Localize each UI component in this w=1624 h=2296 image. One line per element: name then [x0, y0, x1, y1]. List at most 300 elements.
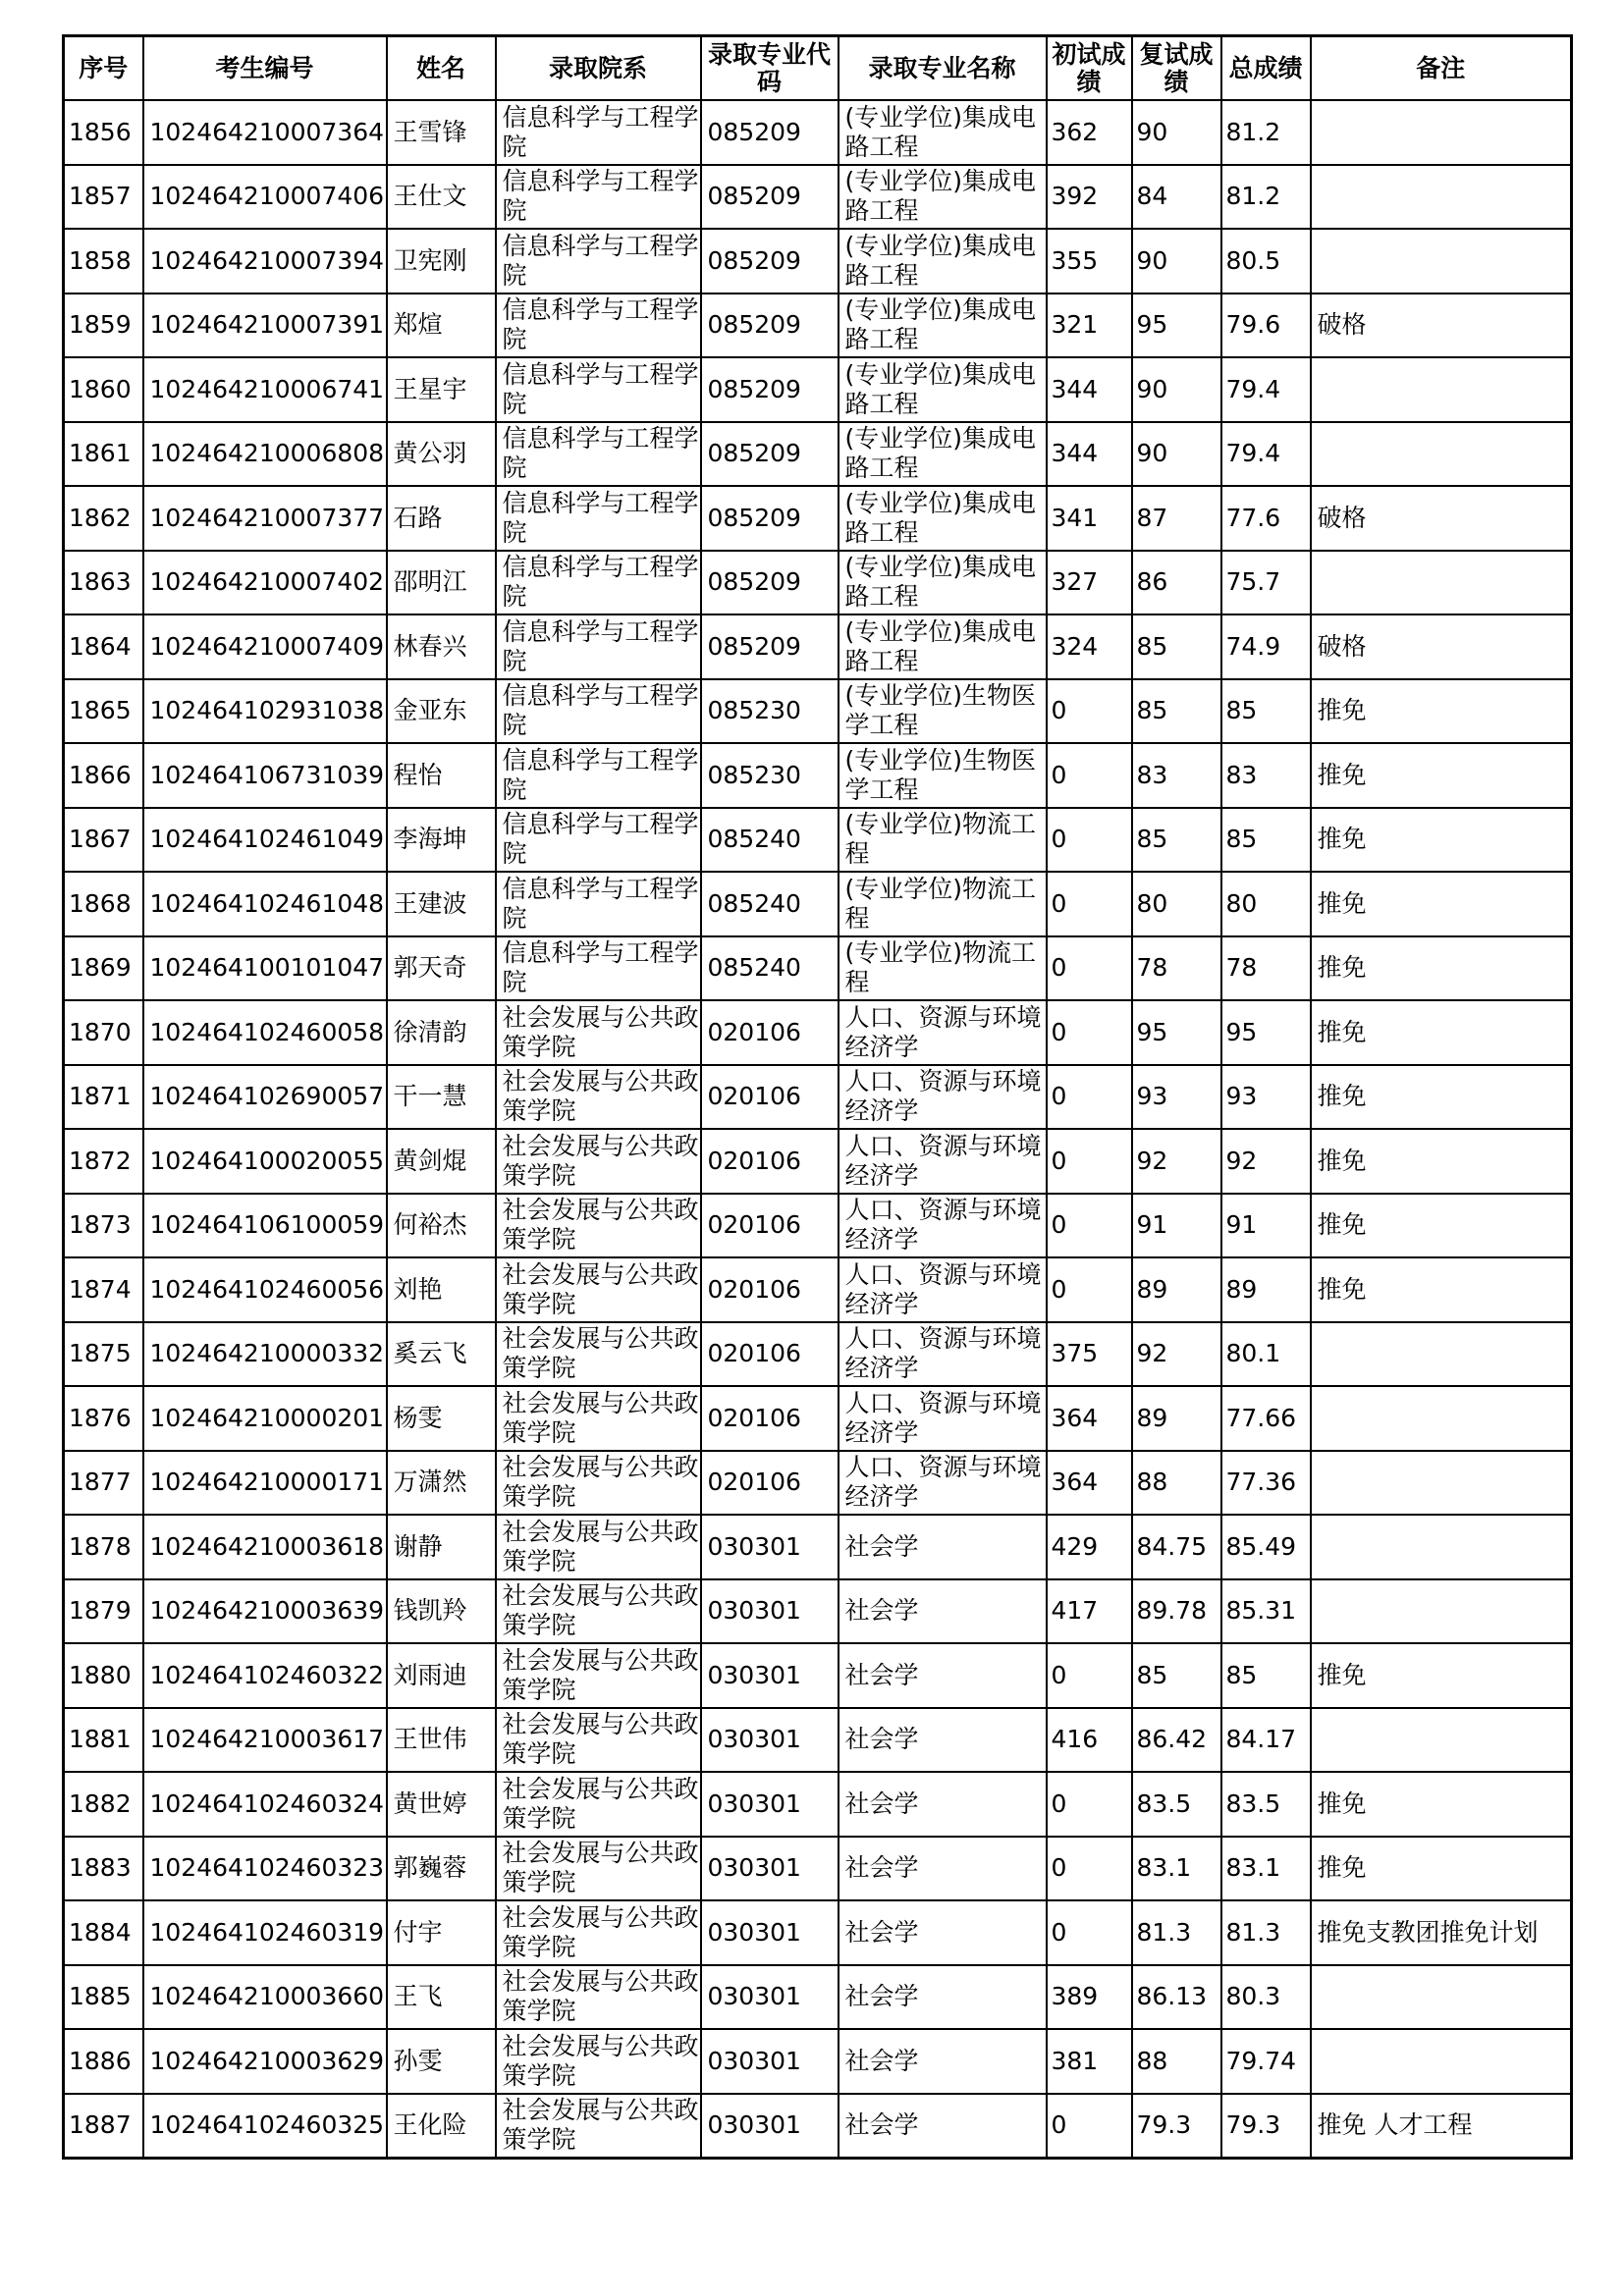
name-cell: 王仕文	[387, 165, 496, 230]
major-code-cell: 020106	[701, 1129, 839, 1194]
major-code-cell: 030301	[701, 1579, 839, 1644]
department-cell: 信息科学与工程学院	[496, 614, 701, 679]
candidate-id-cell: 102464102460322	[143, 1643, 387, 1708]
remarks-cell	[1311, 229, 1572, 294]
major-name-cell: (专业学位)集成电路工程	[839, 551, 1047, 615]
name-cell: 黄世婷	[387, 1772, 496, 1837]
total-score-cell: 85	[1221, 679, 1311, 744]
major-name-cell: (专业学位)集成电路工程	[839, 422, 1047, 487]
initial-score-cell: 429	[1047, 1515, 1132, 1579]
initial-score-cell: 0	[1047, 1065, 1132, 1130]
major-code-cell: 030301	[701, 1965, 839, 2030]
retest-score-cell: 89.78	[1132, 1579, 1221, 1644]
major-name-cell: 社会学	[839, 1643, 1047, 1708]
name-cell: 程怡	[387, 743, 496, 808]
major-code-cell: 020106	[701, 1322, 839, 1387]
major-name-cell: 人口、资源与环境经济学	[839, 1257, 1047, 1322]
seq-cell: 1858	[64, 229, 143, 294]
major-name-cell: 社会学	[839, 1837, 1047, 1901]
major-code-cell: 030301	[701, 1772, 839, 1837]
major-code-cell: 030301	[701, 1515, 839, 1579]
initial-score-cell: 327	[1047, 551, 1132, 615]
total-score-cell: 85	[1221, 808, 1311, 873]
major-code-cell: 020106	[701, 1065, 839, 1130]
remarks-cell: 推免	[1311, 1000, 1572, 1065]
total-score-cell: 81.3	[1221, 1900, 1311, 1965]
retest-score-cell: 86.13	[1132, 1965, 1221, 2030]
remarks-cell: 推免	[1311, 1257, 1572, 1322]
remarks-cell	[1311, 1451, 1572, 1516]
major-name-cell: 社会学	[839, 1515, 1047, 1579]
col-header-total-score: 总成绩	[1221, 36, 1311, 101]
name-cell: 邵明江	[387, 551, 496, 615]
name-cell: 奚云飞	[387, 1322, 496, 1387]
candidate-id-cell: 102464210000171	[143, 1451, 387, 1516]
major-name-cell: (专业学位)集成电路工程	[839, 229, 1047, 294]
major-code-cell: 085209	[701, 100, 839, 165]
seq-cell: 1857	[64, 165, 143, 230]
candidate-id-cell: 102464102460056	[143, 1257, 387, 1322]
name-cell: 黄公羽	[387, 422, 496, 487]
retest-score-cell: 78	[1132, 936, 1221, 1001]
table-row	[64, 614, 1572, 679]
initial-score-cell: 321	[1047, 294, 1132, 358]
total-score-cell: 85.31	[1221, 1579, 1311, 1644]
retest-score-cell: 83.1	[1132, 1837, 1221, 1901]
remarks-cell: 推免	[1311, 1065, 1572, 1130]
department-cell: 社会发展与公共政策学院	[496, 1643, 701, 1708]
initial-score-cell: 0	[1047, 1000, 1132, 1065]
seq-cell: 1869	[64, 936, 143, 1001]
retest-score-cell: 95	[1132, 1000, 1221, 1065]
total-score-cell: 83.5	[1221, 1772, 1311, 1837]
total-score-cell: 93	[1221, 1065, 1311, 1130]
retest-score-cell: 93	[1132, 1065, 1221, 1130]
initial-score-cell: 344	[1047, 422, 1132, 487]
remarks-cell	[1311, 422, 1572, 487]
seq-cell: 1866	[64, 743, 143, 808]
major-name-cell: 人口、资源与环境经济学	[839, 1322, 1047, 1387]
total-score-cell: 79.4	[1221, 422, 1311, 487]
major-code-cell: 030301	[701, 1900, 839, 1965]
remarks-cell: 推免支教团推免计划	[1311, 1900, 1572, 1965]
department-cell: 信息科学与工程学院	[496, 229, 701, 294]
total-score-cell: 80.5	[1221, 229, 1311, 294]
candidate-id-cell: 102464210006741	[143, 357, 387, 422]
table-row	[64, 1579, 1572, 1644]
table-row	[64, 422, 1572, 487]
remarks-cell: 推免	[1311, 1837, 1572, 1901]
remarks-cell	[1311, 165, 1572, 230]
candidate-id-cell: 102464210003639	[143, 1579, 387, 1644]
major-code-cell: 085209	[701, 422, 839, 487]
seq-cell: 1871	[64, 1065, 143, 1130]
total-score-cell: 85.49	[1221, 1515, 1311, 1579]
retest-score-cell: 90	[1132, 229, 1221, 294]
col-header-initial-score: 初试成绩	[1047, 36, 1132, 101]
department-cell: 社会发展与公共政策学院	[496, 1708, 701, 1773]
major-code-cell: 085240	[701, 936, 839, 1001]
department-cell: 社会发展与公共政策学院	[496, 1772, 701, 1837]
retest-score-cell: 90	[1132, 357, 1221, 422]
major-name-cell: 社会学	[839, 1900, 1047, 1965]
total-score-cell: 80.3	[1221, 1965, 1311, 2030]
department-cell: 社会发展与公共政策学院	[496, 1900, 701, 1965]
major-name-cell: 社会学	[839, 1965, 1047, 2030]
seq-cell: 1861	[64, 422, 143, 487]
retest-score-cell: 79.3	[1132, 2094, 1221, 2159]
major-name-cell: (专业学位)集成电路工程	[839, 165, 1047, 230]
major-name-cell: (专业学位)集成电路工程	[839, 294, 1047, 358]
retest-score-cell: 89	[1132, 1257, 1221, 1322]
remarks-cell: 推免	[1311, 743, 1572, 808]
major-name-cell: 人口、资源与环境经济学	[839, 1386, 1047, 1451]
remarks-cell	[1311, 1965, 1572, 2030]
seq-cell: 1862	[64, 486, 143, 551]
seq-cell: 1856	[64, 100, 143, 165]
major-code-cell: 030301	[701, 1643, 839, 1708]
seq-cell: 1863	[64, 551, 143, 615]
seq-cell: 1864	[64, 614, 143, 679]
table-row	[64, 165, 1572, 230]
seq-cell: 1884	[64, 1900, 143, 1965]
name-cell: 郭巍蓉	[387, 1837, 496, 1901]
candidate-id-cell: 102464210003617	[143, 1708, 387, 1773]
major-name-cell: (专业学位)集成电路工程	[839, 357, 1047, 422]
major-name-cell: (专业学位)集成电路工程	[839, 614, 1047, 679]
remarks-cell	[1311, 100, 1572, 165]
major-code-cell: 085230	[701, 679, 839, 744]
remarks-cell	[1311, 1386, 1572, 1451]
col-header-seq: 序号	[64, 36, 143, 101]
total-score-cell: 84.17	[1221, 1708, 1311, 1773]
initial-score-cell: 362	[1047, 100, 1132, 165]
table-row	[64, 2094, 1572, 2159]
major-name-cell: 社会学	[839, 1772, 1047, 1837]
department-cell: 社会发展与公共政策学院	[496, 1257, 701, 1322]
major-name-cell: (专业学位)物流工程	[839, 808, 1047, 873]
department-cell: 社会发展与公共政策学院	[496, 1194, 701, 1258]
name-cell: 徐清韵	[387, 1000, 496, 1065]
initial-score-cell: 0	[1047, 2094, 1132, 2159]
name-cell: 干一慧	[387, 1065, 496, 1130]
total-score-cell: 83.1	[1221, 1837, 1311, 1901]
total-score-cell: 89	[1221, 1257, 1311, 1322]
department-cell: 社会发展与公共政策学院	[496, 1515, 701, 1579]
department-cell: 社会发展与公共政策学院	[496, 2094, 701, 2159]
seq-cell: 1865	[64, 679, 143, 744]
remarks-cell: 推免	[1311, 872, 1572, 936]
department-cell: 信息科学与工程学院	[496, 486, 701, 551]
initial-score-cell: 0	[1047, 872, 1132, 936]
retest-score-cell: 90	[1132, 100, 1221, 165]
department-cell: 社会发展与公共政策学院	[496, 1965, 701, 2030]
name-cell: 王建波	[387, 872, 496, 936]
candidate-id-cell: 102464210007377	[143, 486, 387, 551]
candidate-id-cell: 102464210003660	[143, 1965, 387, 2030]
initial-score-cell: 0	[1047, 1643, 1132, 1708]
table-row	[64, 551, 1572, 615]
table-row	[64, 808, 1572, 873]
table-row	[64, 1965, 1572, 2030]
retest-score-cell: 85	[1132, 1643, 1221, 1708]
candidate-id-cell: 102464210007406	[143, 165, 387, 230]
major-code-cell: 085209	[701, 614, 839, 679]
candidate-id-cell: 102464102690057	[143, 1065, 387, 1130]
seq-cell: 1874	[64, 1257, 143, 1322]
seq-cell: 1873	[64, 1194, 143, 1258]
department-cell: 信息科学与工程学院	[496, 294, 701, 358]
table-row	[64, 229, 1572, 294]
major-name-cell: 人口、资源与环境经济学	[839, 1065, 1047, 1130]
table-row	[64, 1194, 1572, 1258]
col-header-major-name: 录取专业名称	[839, 36, 1047, 101]
candidate-id-cell: 102464102460324	[143, 1772, 387, 1837]
name-cell: 刘雨迪	[387, 1643, 496, 1708]
initial-score-cell: 389	[1047, 1965, 1132, 2030]
major-name-cell: (专业学位)物流工程	[839, 872, 1047, 936]
initial-score-cell: 0	[1047, 743, 1132, 808]
initial-score-cell: 0	[1047, 1129, 1132, 1194]
name-cell: 王雪锋	[387, 100, 496, 165]
table-row	[64, 936, 1572, 1001]
major-name-cell: 社会学	[839, 1579, 1047, 1644]
name-cell: 王化险	[387, 2094, 496, 2159]
initial-score-cell: 416	[1047, 1708, 1132, 1773]
initial-score-cell: 0	[1047, 1837, 1132, 1901]
major-code-cell: 085209	[701, 165, 839, 230]
major-code-cell: 085209	[701, 294, 839, 358]
candidate-id-cell: 102464102460319	[143, 1900, 387, 1965]
remarks-cell: 推免	[1311, 1643, 1572, 1708]
major-code-cell: 085209	[701, 357, 839, 422]
table-row	[64, 679, 1572, 744]
initial-score-cell: 0	[1047, 679, 1132, 744]
remarks-cell: 破格	[1311, 486, 1572, 551]
department-cell: 社会发展与公共政策学院	[496, 1000, 701, 1065]
candidate-id-cell: 102464100101047	[143, 936, 387, 1001]
table-row	[64, 1515, 1572, 1579]
initial-score-cell: 417	[1047, 1579, 1132, 1644]
remarks-cell: 破格	[1311, 614, 1572, 679]
seq-cell: 1882	[64, 1772, 143, 1837]
seq-cell: 1886	[64, 2029, 143, 2094]
remarks-cell	[1311, 1579, 1572, 1644]
major-name-cell: 人口、资源与环境经济学	[839, 1000, 1047, 1065]
department-cell: 信息科学与工程学院	[496, 422, 701, 487]
major-name-cell: (专业学位)物流工程	[839, 936, 1047, 1001]
admission-table	[62, 34, 1573, 2160]
initial-score-cell: 364	[1047, 1386, 1132, 1451]
retest-score-cell: 83.5	[1132, 1772, 1221, 1837]
candidate-id-cell: 102464102461049	[143, 808, 387, 873]
col-header-department: 录取院系	[496, 36, 701, 101]
total-score-cell: 79.3	[1221, 2094, 1311, 2159]
candidate-id-cell: 102464100020055	[143, 1129, 387, 1194]
table-body	[64, 100, 1572, 2159]
total-score-cell: 81.2	[1221, 165, 1311, 230]
initial-score-cell: 344	[1047, 357, 1132, 422]
name-cell: 李海坤	[387, 808, 496, 873]
major-code-cell: 020106	[701, 1257, 839, 1322]
retest-score-cell: 85	[1132, 679, 1221, 744]
department-cell: 信息科学与工程学院	[496, 872, 701, 936]
major-code-cell: 030301	[701, 1708, 839, 1773]
total-score-cell: 79.4	[1221, 357, 1311, 422]
remarks-cell	[1311, 1322, 1572, 1387]
name-cell: 刘艳	[387, 1257, 496, 1322]
seq-cell: 1860	[64, 357, 143, 422]
major-code-cell: 030301	[701, 2094, 839, 2159]
name-cell: 钱凯羚	[387, 1579, 496, 1644]
table-row	[64, 2029, 1572, 2094]
candidate-id-cell: 102464102460058	[143, 1000, 387, 1065]
name-cell: 卫宪刚	[387, 229, 496, 294]
initial-score-cell: 392	[1047, 165, 1132, 230]
department-cell: 信息科学与工程学院	[496, 357, 701, 422]
retest-score-cell: 88	[1132, 1451, 1221, 1516]
remarks-cell	[1311, 1708, 1572, 1773]
major-code-cell: 085209	[701, 551, 839, 615]
table-row	[64, 1386, 1572, 1451]
total-score-cell: 80	[1221, 872, 1311, 936]
initial-score-cell: 0	[1047, 808, 1132, 873]
retest-score-cell: 90	[1132, 422, 1221, 487]
major-code-cell: 020106	[701, 1000, 839, 1065]
seq-cell: 1879	[64, 1579, 143, 1644]
total-score-cell: 77.36	[1221, 1451, 1311, 1516]
retest-score-cell: 91	[1132, 1194, 1221, 1258]
candidate-id-cell: 102464210007364	[143, 100, 387, 165]
col-header-major-code: 录取专业代码	[701, 36, 839, 101]
major-code-cell: 020106	[701, 1451, 839, 1516]
name-cell: 何裕杰	[387, 1194, 496, 1258]
name-cell: 王星宇	[387, 357, 496, 422]
name-cell: 付宇	[387, 1900, 496, 1965]
department-cell: 信息科学与工程学院	[496, 679, 701, 744]
table-row	[64, 486, 1572, 551]
remarks-cell: 推免	[1311, 808, 1572, 873]
name-cell: 石路	[387, 486, 496, 551]
major-name-cell: 人口、资源与环境经济学	[839, 1194, 1047, 1258]
candidate-id-cell: 102464106731039	[143, 743, 387, 808]
major-name-cell: 人口、资源与环境经济学	[839, 1129, 1047, 1194]
candidate-id-cell: 102464102461048	[143, 872, 387, 936]
retest-score-cell: 80	[1132, 872, 1221, 936]
candidate-id-cell: 102464210003618	[143, 1515, 387, 1579]
seq-cell: 1867	[64, 808, 143, 873]
total-score-cell: 91	[1221, 1194, 1311, 1258]
total-score-cell: 92	[1221, 1129, 1311, 1194]
total-score-cell: 77.66	[1221, 1386, 1311, 1451]
department-cell: 社会发展与公共政策学院	[496, 1065, 701, 1130]
remarks-cell: 推免	[1311, 936, 1572, 1001]
candidate-id-cell: 102464106100059	[143, 1194, 387, 1258]
remarks-cell	[1311, 1515, 1572, 1579]
seq-cell: 1859	[64, 294, 143, 358]
major-name-cell: (专业学位)生物医学工程	[839, 743, 1047, 808]
candidate-id-cell: 102464210007409	[143, 614, 387, 679]
table-row	[64, 1900, 1572, 1965]
table-row	[64, 872, 1572, 936]
seq-cell: 1885	[64, 1965, 143, 2030]
retest-score-cell: 87	[1132, 486, 1221, 551]
department-cell: 信息科学与工程学院	[496, 551, 701, 615]
table-row	[64, 1065, 1572, 1130]
initial-score-cell: 341	[1047, 486, 1132, 551]
seq-cell: 1876	[64, 1386, 143, 1451]
name-cell: 谢静	[387, 1515, 496, 1579]
major-code-cell: 020106	[701, 1194, 839, 1258]
table-row	[64, 1772, 1572, 1837]
candidate-id-cell: 102464210007394	[143, 229, 387, 294]
remarks-cell: 推免	[1311, 1194, 1572, 1258]
total-score-cell: 83	[1221, 743, 1311, 808]
department-cell: 社会发展与公共政策学院	[496, 1322, 701, 1387]
major-code-cell: 030301	[701, 2029, 839, 2094]
initial-score-cell: 0	[1047, 936, 1132, 1001]
major-name-cell: (专业学位)生物医学工程	[839, 679, 1047, 744]
table-row	[64, 1643, 1572, 1708]
initial-score-cell: 355	[1047, 229, 1132, 294]
table-row	[64, 100, 1572, 165]
department-cell: 信息科学与工程学院	[496, 936, 701, 1001]
retest-score-cell: 92	[1132, 1322, 1221, 1387]
total-score-cell: 78	[1221, 936, 1311, 1001]
retest-score-cell: 92	[1132, 1129, 1221, 1194]
table-row	[64, 743, 1572, 808]
table-row	[64, 294, 1572, 358]
retest-score-cell: 84.75	[1132, 1515, 1221, 1579]
col-header-retest-score: 复试成绩	[1132, 36, 1221, 101]
name-cell: 郑煊	[387, 294, 496, 358]
seq-cell: 1883	[64, 1837, 143, 1901]
remarks-cell: 推免	[1311, 679, 1572, 744]
total-score-cell: 95	[1221, 1000, 1311, 1065]
table-row	[64, 1129, 1572, 1194]
retest-score-cell: 85	[1132, 614, 1221, 679]
seq-cell: 1875	[64, 1322, 143, 1387]
department-cell: 社会发展与公共政策学院	[496, 1129, 701, 1194]
remarks-cell	[1311, 551, 1572, 615]
retest-score-cell: 81.3	[1132, 1900, 1221, 1965]
total-score-cell: 79.74	[1221, 2029, 1311, 2094]
total-score-cell: 75.7	[1221, 551, 1311, 615]
department-cell: 社会发展与公共政策学院	[496, 1579, 701, 1644]
candidate-id-cell: 102464210003629	[143, 2029, 387, 2094]
department-cell: 信息科学与工程学院	[496, 743, 701, 808]
total-score-cell: 74.9	[1221, 614, 1311, 679]
candidate-id-cell: 102464210000201	[143, 1386, 387, 1451]
table-row	[64, 1257, 1572, 1322]
name-cell: 郭天奇	[387, 936, 496, 1001]
initial-score-cell: 324	[1047, 614, 1132, 679]
table-row	[64, 1451, 1572, 1516]
initial-score-cell: 0	[1047, 1257, 1132, 1322]
seq-cell: 1878	[64, 1515, 143, 1579]
major-code-cell: 030301	[701, 1837, 839, 1901]
table-row	[64, 1000, 1572, 1065]
major-name-cell: 人口、资源与环境经济学	[839, 1451, 1047, 1516]
department-cell: 信息科学与工程学院	[496, 100, 701, 165]
header-row	[64, 36, 1572, 101]
name-cell: 孙雯	[387, 2029, 496, 2094]
seq-cell: 1881	[64, 1708, 143, 1773]
retest-score-cell: 89	[1132, 1386, 1221, 1451]
remarks-cell	[1311, 2029, 1572, 2094]
major-name-cell: (专业学位)集成电路工程	[839, 486, 1047, 551]
department-cell: 社会发展与公共政策学院	[496, 1386, 701, 1451]
